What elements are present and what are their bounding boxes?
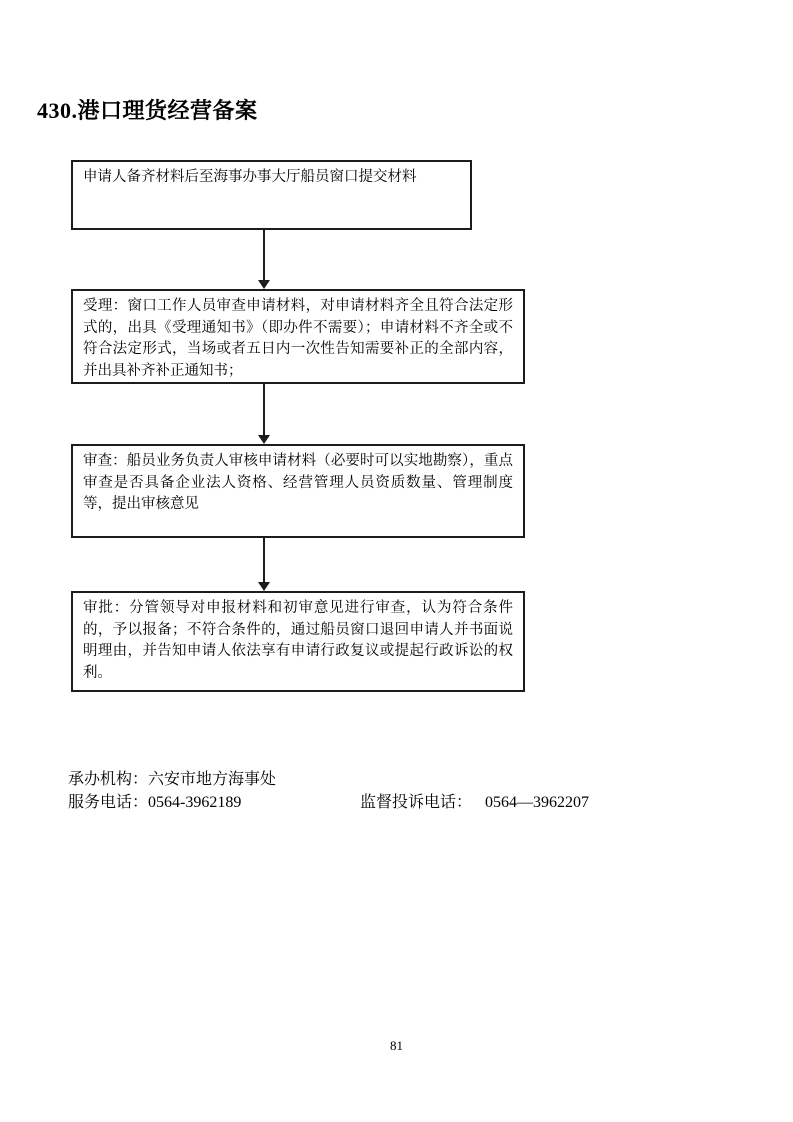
complaint-phone-line xyxy=(360,789,589,812)
flow-step-text: 审查：船员业务负责人审核申请材料（必要时可以实地勘察），重点审查是否具备企业法人资格、经营管理人员资质数量、管理制度等，提出审核意见 xyxy=(83,453,513,512)
down-arrow-icon xyxy=(257,538,270,591)
flow-step-text: 受理：窗口工作人员审查申请材料，对申请材料齐全且符合法定形式的，出具《受理通知书》（即办件不需要）；申请材料不齐全或不符合法定形式，当场或者五日内一次性告知需要补正的全部内容，并出具补齐补正通知书； xyxy=(83,298,513,379)
complaint-phone-value: 0564—3962207 xyxy=(485,794,590,811)
flow-step-text: 申请人备齐材料后至海事办事大厅船员窗口提交材料 xyxy=(83,169,417,185)
page-title: 430.港口理货经营备案 xyxy=(37,97,258,123)
agency-value: 六安市地方海事处 xyxy=(148,771,277,788)
down-arrow-icon xyxy=(257,384,270,444)
flow-step-text: 审批：分管领导对申报材料和初审意见进行审查，认为符合条件的，予以报备；不符合条件的，通过船员窗口退回申请人并书面说明理由，并告知申请人依法享有申请行政复议或提起行政诉讼的权利。 xyxy=(83,600,513,681)
agency-label: 承办机构： xyxy=(68,771,149,788)
complaint-phone-label: 监督投诉电话： xyxy=(360,794,473,811)
service-phone-line xyxy=(68,789,241,812)
flow-step-acceptance xyxy=(71,289,525,384)
flow-step-approval xyxy=(71,591,525,692)
service-phone-value: 0564-3962189 xyxy=(148,794,242,811)
service-phone-label: 服务电话： xyxy=(68,794,149,811)
flow-step-submit xyxy=(71,160,472,230)
page-number: 81 xyxy=(390,1038,403,1053)
flow-step-review xyxy=(71,444,525,538)
agency-line xyxy=(68,766,276,789)
down-arrow-icon xyxy=(257,230,270,289)
